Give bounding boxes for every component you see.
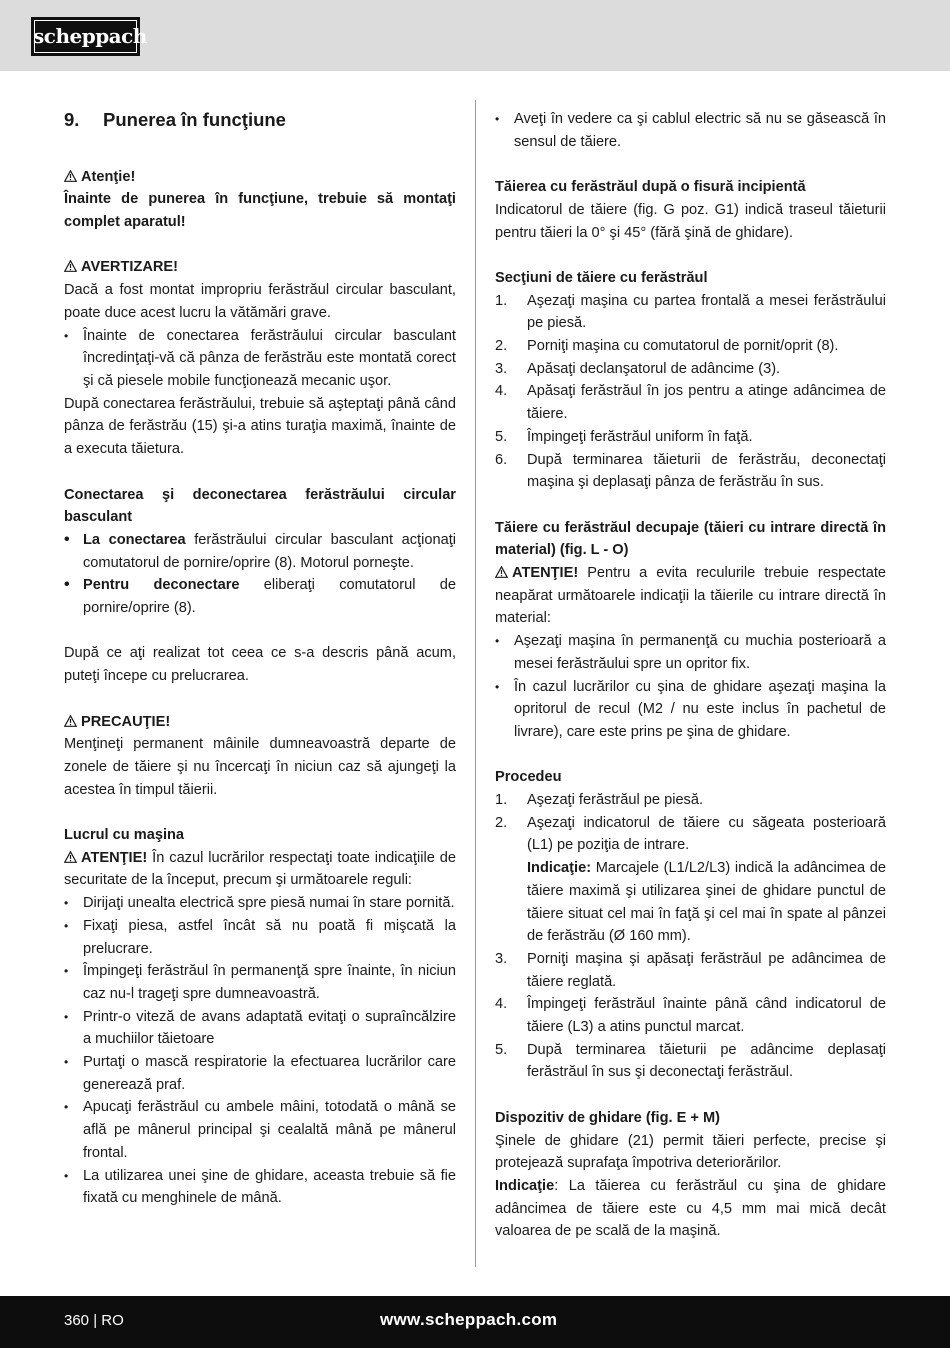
connect-heading: Conectarea şi deconectarea ferăstrăului circular basculant [64, 486, 456, 526]
step-text: Porniţi maşina cu comutatorul de pornit/oprit (8). [527, 338, 839, 354]
guide-note-text: : La tăierea cu ferăstrăul cu şina de ghidare adâncimea de tăiere este cu 4,5 mm mai mică decât valoarea de pe scală de la maşină. [495, 1177, 886, 1240]
caution-heading [64, 166, 456, 189]
step-item [495, 1039, 886, 1084]
step-number: 4. [495, 383, 508, 400]
step-text: Aşezaţi maşina cu partea frontală a mesei ferăstrăului pe piesă. [527, 292, 886, 332]
warning-triangle-icon [64, 851, 77, 863]
step-item [495, 426, 886, 449]
guide-text: Şinele de ghidare (21) permit tăieri perfecte, precise şi protejează suprafaţa împotriva deteriorărilor. [495, 1132, 886, 1172]
step-number: 5. [495, 428, 508, 445]
step-number: 3. [495, 360, 508, 377]
list-item-bold: La conectarea [83, 531, 186, 548]
list-item: • Purtaţi o mască respiratorie la efectuarea lucrărilor care generează praf. [64, 1051, 456, 1096]
header-bar [0, 0, 950, 71]
step-text: Apăsaţi declanşatorul de adâncime (3). [527, 360, 781, 377]
work-attention [64, 847, 456, 892]
step-note-text: Marcajele (L1/L2/L3) indică la adâncimea de tăiere maximă şi utilizarea şinei de ghidare punctul de tăiere situat cel mai în faţă şi cel mai în spate al pânzei de ferăstrău (Ø 160 mm). [527, 860, 886, 945]
step-text: După terminarea tăieturii pe adâncime deplasaţi ferăstrăul în sus şi deconectaţi ferăstrăul. [527, 1041, 886, 1081]
page-number: 360 | RO [64, 1312, 124, 1329]
list-item: • În cazul lucrărilor cu şina de ghidare aşezaţi maşina la opritorul de recul (M2 / nu este inclus în pachetul de livrare), care este prins pe şina de ghidare. [495, 676, 886, 744]
step-text: După terminarea tăieturii de ferăstrău, deconectaţi maşina şi deplasaţi pânza de ferăstrău în sus. [527, 451, 886, 491]
step-item [495, 358, 886, 381]
list-item [64, 529, 456, 574]
warning-text: Dacă a fost montat impropriu ferăstrăul circular basculant, poate duce acest lucru la vătămări grave. [64, 282, 456, 321]
precaution-text: Menţineţi permanent mâinile dumneavoastră departe de zonele de tăiere şi nu încercaţi în niciun caz să ajungeţi la acestea în timpul tăierii. [64, 736, 456, 798]
section-number: 9. [64, 109, 80, 130]
step-item [495, 789, 886, 812]
left-column [64, 108, 456, 1210]
step-item [495, 449, 886, 494]
guide-note [495, 1175, 886, 1243]
step-item [495, 948, 886, 993]
caution-text: Înainte de punerea în funcţiune, trebuie să montaţi complet aparatul! [64, 191, 456, 231]
step-note-label: Indicaţie: [527, 860, 592, 877]
work-attention-title: ATENŢIE! [81, 849, 148, 866]
list-item: • Apucaţi ferăstrăul cu ambele mâini, totodată o mână se află pe mânerul principal şi cealaltă mână pe mânerul frontal. [64, 1096, 456, 1164]
list-item-bold: Pentru deconectare [83, 577, 240, 594]
plunge-attention [495, 562, 886, 630]
caution-title: Atenţie! [81, 168, 136, 185]
list-item: • Fixaţi piesa, astfel încât să nu poată fi mişcată la prelucrare. [64, 915, 456, 960]
precaution-title: PRECAUŢIE! [81, 713, 171, 730]
list-item: • Împingeţi ferăstrăul în permanenţă spre înainte, în niciun caz nu-l trageţi spre dumneavoastră. [64, 960, 456, 1005]
list-item-text: eliberaţi comutatorul de pornire/oprire (8). [83, 577, 456, 617]
step-text: Aşezaţi indicatorul de tăiere cu săgeata posterioară (L1) pe poziţia de intrare. [527, 814, 886, 854]
step-number: 2. [495, 338, 508, 354]
sections-heading: Secţiuni de tăiere cu ferăstrăul [495, 269, 708, 286]
step-number: 1. [495, 292, 508, 309]
warning-triangle-icon [64, 260, 77, 272]
step-text: Porniţi maşina şi apăsaţi ferăstrăul pe adâncimea de tăiere reglată. [527, 950, 886, 990]
step-item [495, 335, 886, 358]
precaution-heading [64, 711, 456, 734]
guide-heading: Dispozitiv de ghidare (fig. E + M) [495, 1109, 721, 1126]
cable-bullet-list [495, 108, 886, 153]
step-number: 1. [495, 792, 508, 809]
step-item [495, 290, 886, 335]
work-heading: Lucrul cu maşina [64, 827, 185, 843]
after-connect-text: După conectarea ferăstrăului, trebuie să aşteptaţi până când pânza de ferăstrău (15) şi-a atins turaţia maximă, înainte de a executa tăietura. [64, 395, 456, 458]
warning-bullet-list [64, 325, 456, 393]
section-title [64, 108, 456, 132]
step-item [495, 993, 886, 1038]
sections-steps [495, 290, 886, 494]
work-attention-text: În cazul lucrărilor respectaţi toate indicaţiile de securitate de la început, precum şi următoarele reguli: [64, 849, 456, 889]
right-column [495, 108, 886, 1243]
section-title-text: Punerea în funcţiune [103, 109, 286, 130]
list-item: • Aveţi în vedere ca şi cablul electric să nu se găsească în sensul de tăiere. [495, 108, 886, 153]
warning-triangle-icon [495, 566, 508, 578]
crack-text: Indicatorul de tăiere (fig. G poz. G1) indică traseul tăieturii pentru tăieri la 0° şi 45° (fără şină de ghidare). [495, 201, 886, 241]
warning-triangle-icon [64, 170, 77, 182]
procedure-heading: Procedeu [495, 769, 562, 786]
column-divider [475, 100, 476, 1267]
procedure-steps [495, 789, 886, 1084]
list-item: • Printr-o viteză de avans adaptată evitaţi o supraîncălzire a muchiilor tăietoare [64, 1006, 456, 1051]
website-link[interactable]: www.scheppach.com [380, 1310, 558, 1329]
plunge-attention-title: ATENŢIE! [512, 565, 579, 582]
work-bullet-list [64, 892, 456, 1210]
step-item [495, 812, 886, 948]
footer-bar [0, 1296, 950, 1348]
plunge-attention-text: Pentru a evita reculurile trebuie respectate neapărat următoarele indicaţii la tăierile cu intrare directă în material: [495, 565, 886, 627]
warning-triangle-icon [64, 715, 77, 727]
step-number: 3. [495, 950, 508, 967]
plunge-heading: Tăiere cu ferăstrăul decupaje (tăieri cu intrare directă în material) (fig. L - O) [495, 519, 886, 559]
step-text: Apăsaţi ferăstrăul în jos pentru a atinge adâncimea de tăiere. [527, 383, 886, 423]
step-number: 5. [495, 1041, 508, 1058]
brand-logo[interactable]: scheppach [31, 17, 140, 56]
step-text: Împingeţi ferăstrăul uniform în faţă. [527, 428, 753, 445]
list-item: • Înainte de conectarea ferăstrăului circular basculant încredinţaţi-vă că pânza de ferăstrău este montată corect şi că piesele mobile funcţionează mecanic uşor. [64, 325, 456, 393]
step-text: Împingeţi ferăstrăul înainte până când indicatorul de tăiere (L3) a atins punctul marcat. [527, 996, 886, 1036]
list-item: • Aşezaţi maşina în permanenţă cu muchia posterioară a mesei ferăstrăului spre un opritor fix. [495, 630, 886, 675]
connect-list [64, 529, 456, 620]
list-item [64, 574, 456, 619]
guide-note-label: Indicaţie [495, 1177, 555, 1194]
step-number: 4. [495, 996, 508, 1013]
warning-title: AVERTIZARE! [81, 259, 179, 276]
list-item: • Dirijaţi unealta electrică spre piesă numai în stare pornită. [64, 892, 456, 915]
list-item-text: ferăstrăului circular basculant acţionaţi comutatorul de pornire/oprire (8). Motorul porneşte. [83, 531, 456, 571]
step-text: Aşezaţi ferăstrăul pe piesă. [527, 792, 704, 809]
list-item: • La utilizarea unei şine de ghidare, aceasta trebuie să fie fixată cu menghinele de mână. [64, 1165, 456, 1210]
after-all-text: După ce aţi realizat tot ceea ce s-a descris până acum, puteţi începe cu prelucrarea. [64, 645, 456, 685]
step-number: 2. [495, 814, 508, 831]
step-item [495, 380, 886, 425]
step-number: 6. [495, 451, 508, 468]
crack-heading: Tăierea cu ferăstrăul după o fisură incipientă [495, 179, 806, 196]
plunge-bullet-list [495, 630, 886, 744]
warning-heading [64, 256, 456, 279]
